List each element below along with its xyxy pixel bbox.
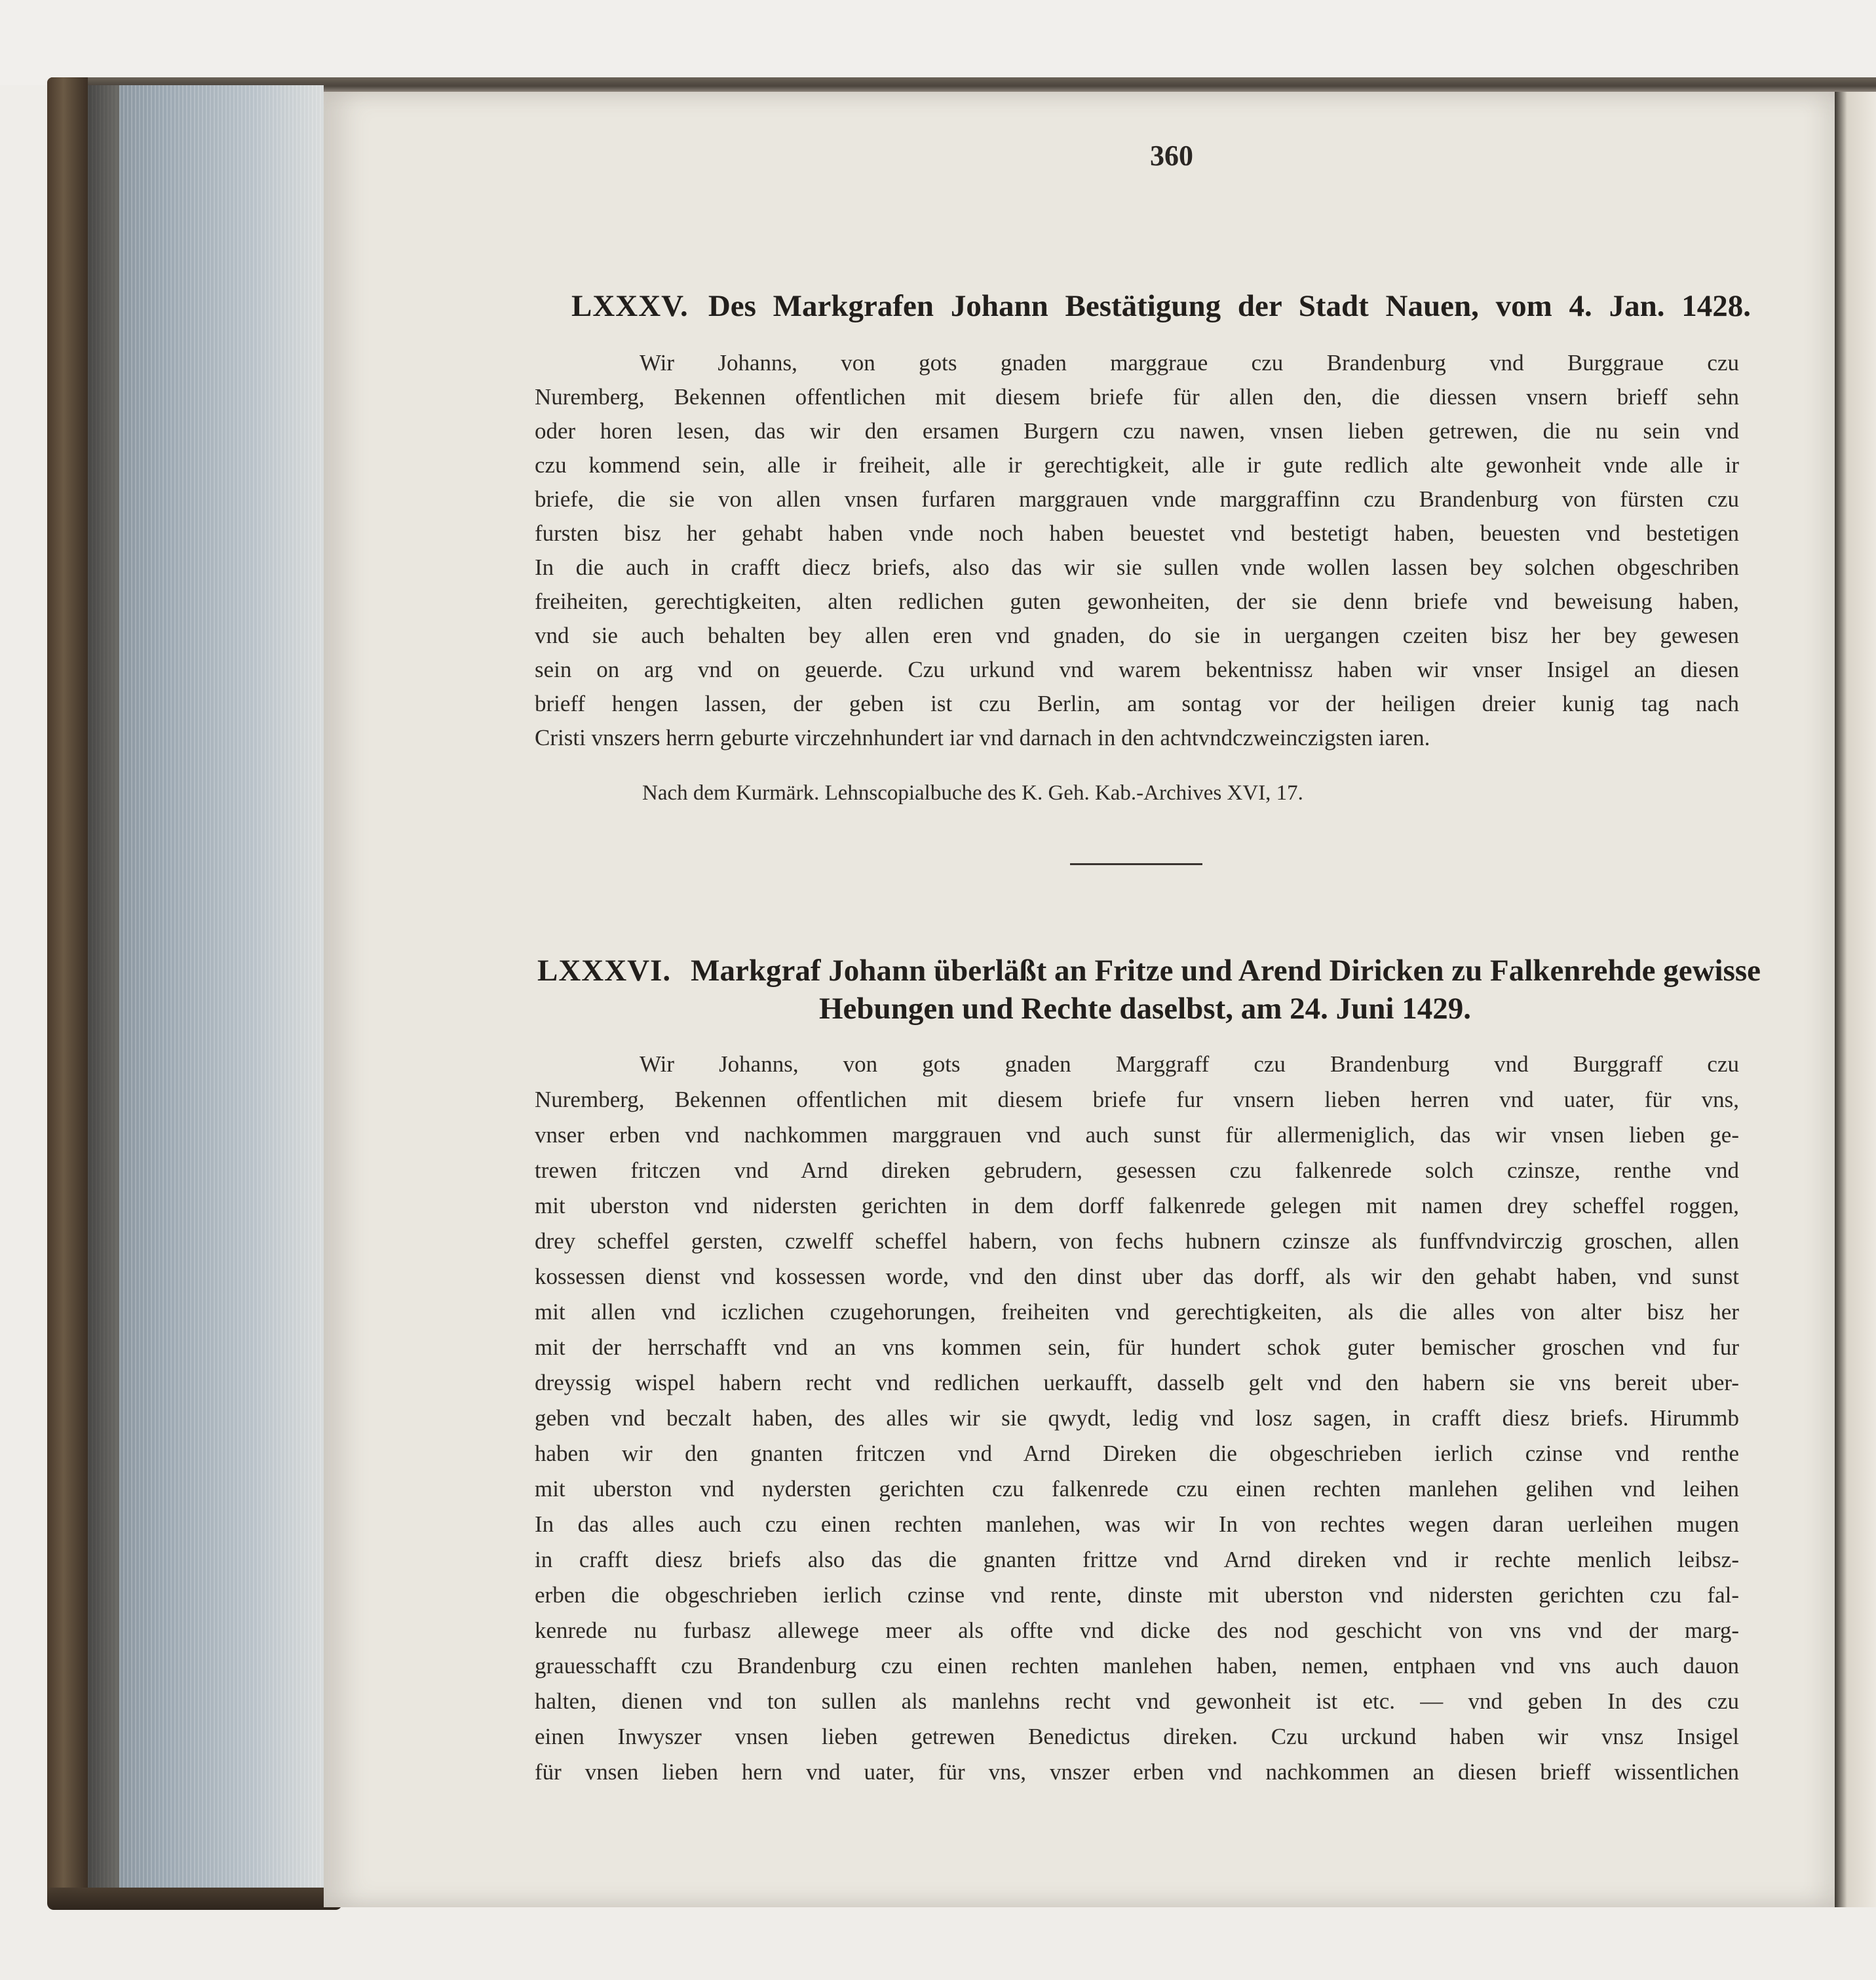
page-number: 360 bbox=[1150, 140, 1193, 172]
text-line: erben die obgeschrieben ierlich czinse vnd rente, dinste mit uberston vnd nidersten gerichten czu fal- bbox=[535, 1582, 1739, 1608]
text-line: Nuremberg, Bekennen offentlichen mit diesem briefe für allen den, die diessen vnsern brieff sehn bbox=[535, 384, 1739, 410]
text-line: mit allen vnd iczlichen czugehorungen, freiheiten vnd gerechtigkeiten, als die alles von alter bisz her bbox=[535, 1299, 1739, 1325]
document-1-number: LXXXV. bbox=[571, 289, 689, 323]
text-line: kossessen dienst vnd kossessen worde, vnd den dinst uber das dorff, als wir den gehabt haben, vnd sunst bbox=[535, 1264, 1739, 1289]
text-line: für vnsen lieben hern vnd uater, für vns, vnszer erben vnd nachkommen an diesen brieff wissentlichen bbox=[535, 1759, 1739, 1785]
document-1-heading bbox=[571, 288, 1751, 324]
section-divider bbox=[1070, 863, 1202, 865]
text-line: mit der herrschafft vnd an vns kommen sein, für hundert schok guter bemischer groschen vnd fur bbox=[535, 1334, 1739, 1360]
text-line: kenrede nu furbasz allewege meer als offte vnd dicke des nod geschicht von vns vnd der marg- bbox=[535, 1618, 1739, 1643]
text-line: Wir Johanns, von gots gnaden marggraue czu Brandenburg vnd Burggraue czu bbox=[640, 350, 1739, 376]
text-line: brieff hengen lassen, der geben ist czu Berlin, am sontag vor der heiligen dreier kunig tag nach bbox=[535, 691, 1739, 716]
text-line: mit uberston vnd nidersten gerichten in dem dorff falkenrede gelegen mit namen drey scheffel roggen, bbox=[535, 1193, 1739, 1218]
text-line: Cristi vnszers herrn geburte virczehnhundert iar vnd darnach in den achtvndczweinczigsten iaren. bbox=[535, 725, 1430, 750]
text-line: drey scheffel gersten, czwelff scheffel habern, von fechs hubnern czinsze als funffvndvirczig groschen, allen bbox=[535, 1228, 1739, 1254]
text-line: sein on arg vnd on geuerde. Czu urkund vnd warem bekentnissz haben wir vnser Insigel an diesen bbox=[535, 657, 1739, 682]
text-line: freiheiten, gerechtigkeiten, alten redlichen guten gewonheiten, der sie denn briefe vnd beweisung haben, bbox=[535, 589, 1739, 614]
text-line: mit uberston vnd nydersten gerichten czu falkenrede czu einen rechten manlehen gelihen vnd leihen bbox=[535, 1476, 1739, 1502]
text-line: Wir Johanns, von gots gnaden Marggraff czu Brandenburg vnd Burggraff czu bbox=[640, 1051, 1739, 1077]
text-line: Nuremberg, Bekennen offentlichen mit diesem briefe fur vnsern lieben herren vnd uater, für vns, bbox=[535, 1087, 1739, 1112]
document-2-heading bbox=[537, 953, 1761, 988]
text-line: einen Inwyszer vnsen lieben getrewen Benedictus direken. Czu urckund haben wir vnsz Insigel bbox=[535, 1724, 1739, 1749]
text-line: czu kommend sein, alle ir freiheit, alle ir gerechtigkeit, alle ir gute redlich alte gewonheit vnde alle ir bbox=[535, 452, 1739, 478]
document-1-source: Nach dem Kurmärk. Lehnscopialbuche des K. Geh. Kab.-Archives XVI, 17. bbox=[642, 781, 1303, 805]
text-line: halten, dienen vnd ton sullen als manlehns recht vnd gewonheit ist etc. — vnd geben In des czu bbox=[535, 1688, 1739, 1714]
text-line: in crafft diesz briefs also das die gnanten frittze vnd Arnd direken vnd ir rechte menlich leibsz- bbox=[535, 1547, 1739, 1572]
text-line: trewen fritczen vnd Arnd direken gebrudern, gesessen czu falkenrede solch czinsze, renthe vnd bbox=[535, 1157, 1739, 1183]
text-line: grauesschafft czu Brandenburg czu einen rechten manlehen haben, nemen, entphaen vnd vns auch dauon bbox=[535, 1653, 1739, 1679]
document-2-number: LXXXVI. bbox=[537, 954, 672, 988]
text-line: dreyssig wispel habern recht vnd redlichen uerkaufft, dasselb gelt vnd den habern sie vns bereit uber- bbox=[535, 1370, 1739, 1395]
text-line: briefe, die sie von allen vnsen furfaren marggrauen vnde marggraffinn czu Brandenburg von fürsten czu bbox=[535, 486, 1739, 512]
document-1-title: Des Markgrafen Johann Bestätigung der Stadt Nauen, vom 4. Jan. 1428. bbox=[708, 289, 1751, 323]
document-2-title-line-2: Hebungen und Rechte daselbst, am 24. Juni 1429. bbox=[819, 992, 1471, 1026]
text-line: vnser erben vnd nachkommen marggrauen vnd auch sunst für allermeniglich, das wir vnsen lieben ge- bbox=[535, 1122, 1739, 1148]
document-2-title-line-1: Markgraf Johann überläßt an Fritze und Arend Diricken zu Falkenrehde gewisse bbox=[691, 954, 1761, 988]
text-line: In die auch in crafft diecz briefs, also das wir sie sullen vnde wollen lassen bey solchen obgeschriben bbox=[535, 554, 1739, 580]
text-line: vnd sie auch behalten bey allen eren vnd gnaden, do sie in uergangen czeiten bisz her bey gewesen bbox=[535, 623, 1739, 648]
text-line: oder horen lesen, das wir den ersamen Burgern czu nawen, vnsen lieben getrewen, die nu sein vnd bbox=[535, 418, 1739, 444]
text-line: haben wir den gnanten fritczen vnd Arnd Direken die obgeschrieben ierlich czinse vnd renthe bbox=[535, 1441, 1739, 1466]
text-line: In das alles auch czu einen rechten manlehen, was wir In von rechtes wegen daran uerleihen mugen bbox=[535, 1511, 1739, 1537]
text-line: fursten bisz her gehabt haben vnde noch haben beuestet vnd bestetigt haben, beuesten vnd bestetigen bbox=[535, 520, 1739, 546]
text-line: geben vnd beczalt haben, des alles wir sie qwydt, ledig vnd losz sagen, in crafft diesz briefs. Hirummb bbox=[535, 1405, 1739, 1431]
